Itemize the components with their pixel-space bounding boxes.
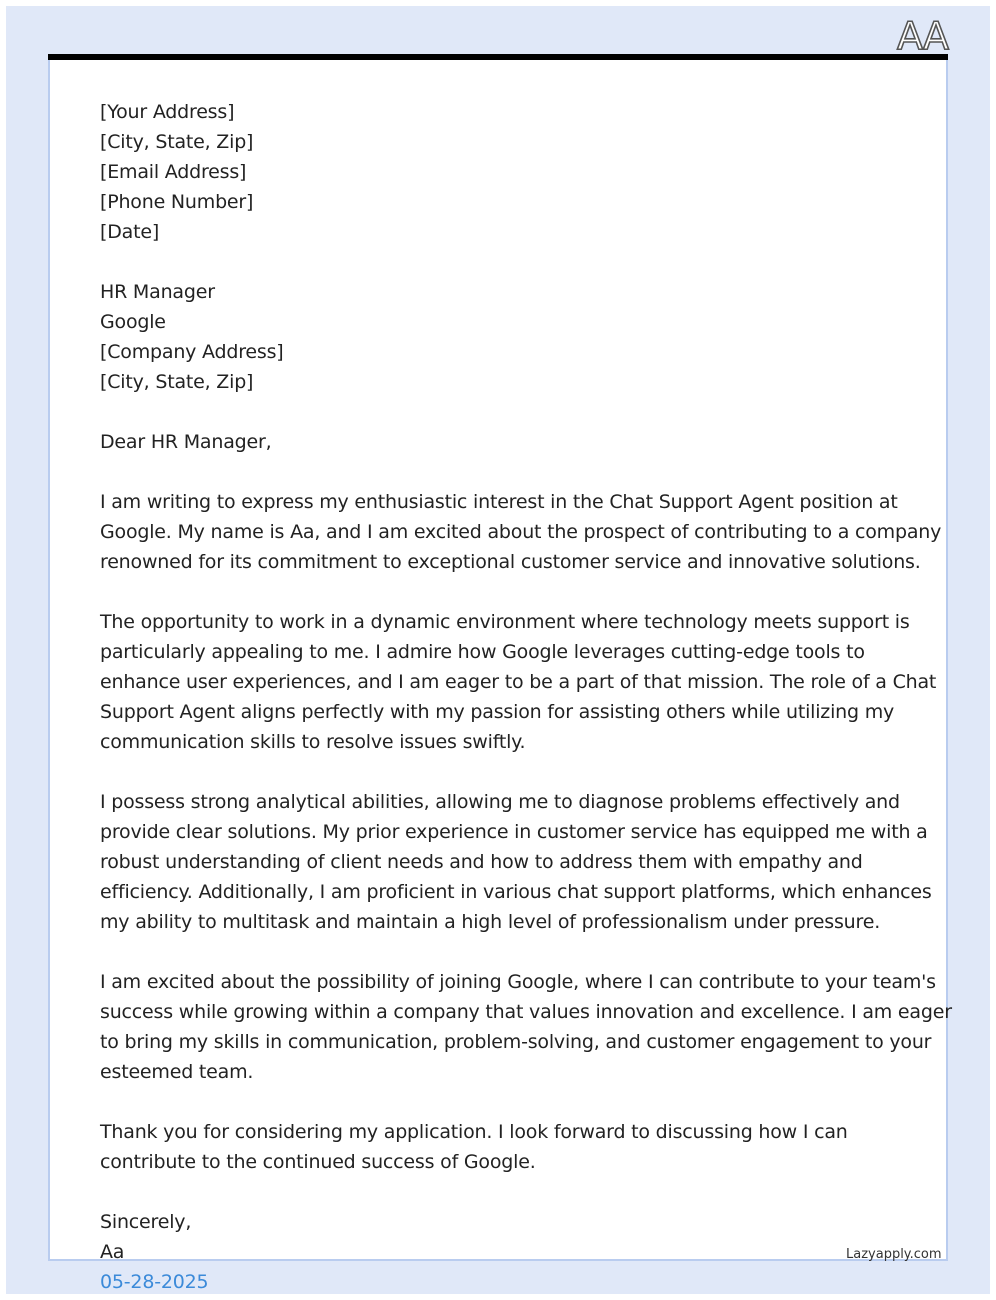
- sender-date: [Date]: [100, 221, 160, 243]
- paragraph-line: Google. My name is Aa, and I am excited about the prospect of contributing to a company: [100, 521, 942, 543]
- sender-email: [Email Address]: [100, 161, 247, 183]
- sender-address: [Your Address]: [100, 101, 235, 123]
- salutation: Dear HR Manager,: [100, 431, 272, 453]
- paragraph-line: I am excited about the possibility of joining Google, where I can contribute to your team's: [100, 971, 936, 993]
- paragraph-line: my ability to multitask and maintain a high level of professionalism under pressure.: [100, 911, 881, 933]
- paragraph-line: renowned for its commitment to exceptional customer service and innovative solutions.: [100, 551, 921, 573]
- paragraph-4: [100, 967, 952, 1087]
- recipient-city-state-zip: [City, State, Zip]: [100, 371, 254, 393]
- paragraph-line: I am writing to express my enthusiastic interest in the Chat Support Agent position at: [100, 491, 898, 513]
- paragraph-line: robust understanding of client needs and how to address them with empathy and: [100, 851, 863, 873]
- sender-phone: [Phone Number]: [100, 191, 254, 213]
- paragraph-line: The opportunity to work in a dynamic environment where technology meets support is: [100, 611, 910, 633]
- paragraph-3: [100, 787, 932, 937]
- paragraph-2: [100, 607, 937, 757]
- cover-letter-body: [100, 97, 952, 1297]
- paragraph-line: contribute to the continued success of Google.: [100, 1151, 536, 1173]
- sender-city-state-zip: [City, State, Zip]: [100, 131, 254, 153]
- recipient-title: HR Manager: [100, 281, 215, 303]
- paragraph-5: [100, 1117, 900, 1177]
- paragraph-line: particularly appealing to me. I admire how Google leverages cutting-edge tools to: [100, 641, 865, 663]
- date-stamp: 05-28-2025: [100, 1271, 209, 1293]
- paragraph-line: provide clear solutions. My prior experience in customer service has equipped me with a: [100, 821, 928, 843]
- paragraph-line: Support Agent aligns perfectly with my passion for assisting others while utilizing my: [100, 701, 895, 723]
- paragraph-line: communication skills to resolve issues swiftly.: [100, 731, 526, 753]
- paragraph-line: efficiency. Additionally, I am proficient in various chat support platforms, which enhances: [100, 881, 932, 903]
- brand-watermark: Lazyapply.com: [846, 1247, 942, 1262]
- signature: Aa: [100, 1241, 125, 1263]
- recipient-company: Google: [100, 311, 166, 333]
- paragraph-line: esteemed team.: [100, 1061, 254, 1083]
- paragraph-line: I possess strong analytical abilities, allowing me to diagnose problems effectively and: [100, 791, 900, 813]
- closing: Sincerely,: [100, 1211, 192, 1233]
- paragraph-line: to bring my skills in communication, problem-solving, and customer engagement to your: [100, 1031, 932, 1053]
- header-rule: [48, 54, 948, 60]
- paragraph-line: enhance user experiences, and I am eager to be a part of that mission. The role of a Chat: [100, 671, 937, 693]
- paragraph-line: Thank you for considering my application. I look forward to discussing how I can: [100, 1121, 848, 1143]
- paragraph-1: [100, 487, 942, 577]
- recipient-address: [Company Address]: [100, 341, 284, 363]
- monogram: AA: [896, 14, 948, 58]
- paragraph-line: success while growing within a company that values innovation and excellence. I am eager: [100, 1001, 952, 1023]
